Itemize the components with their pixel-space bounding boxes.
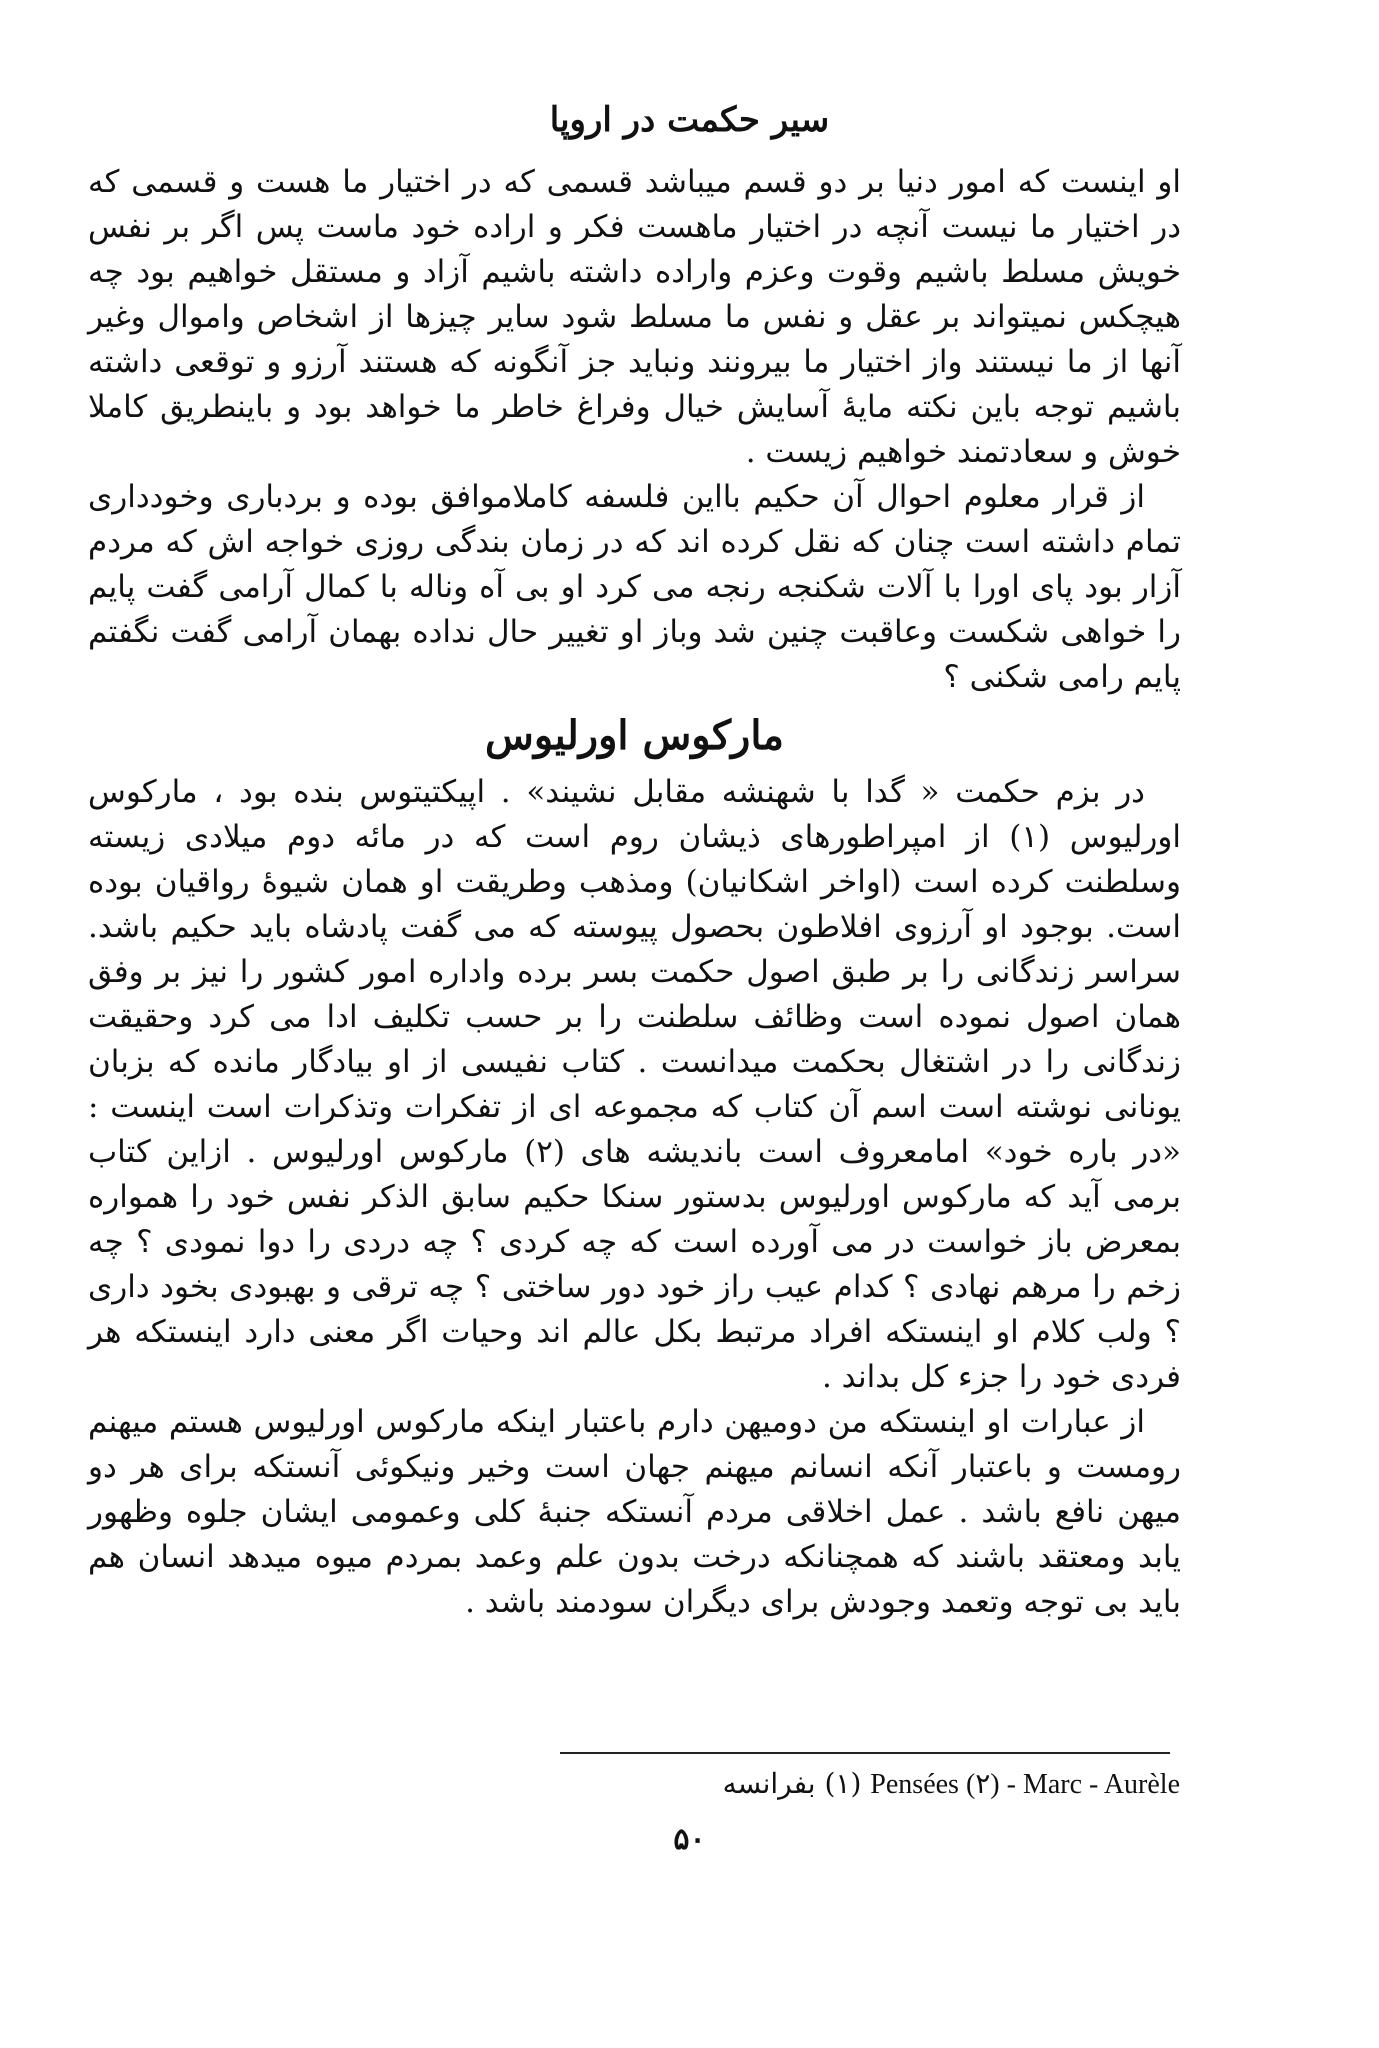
running-title: سیر حکمت در اروپا [549,100,830,140]
paragraph-1: او اینست که امور دنیا بر دو قسم میباشد قسمی که در اختیار ما هست و قسمی که در اختیار ما نیست آنچه در اختیار ماهست فکر و اراده خود ماست پس اگر بر نفس خویش مسلط باشیم وقوت وعزم واراده داشته باشیم آزاد و مستقل خواهیم بود چه هیچکس نمیتواند بر عقل و نفس ما مسلط شود سایر چیزها از اشخاص واموال وغیر آنها از ما نیستند واز اختیار ما بیرونند ونباید جز آنگونه که هستند آرزو و توقعی داشته باشیم توجه باین نکته مایهٔ آسایش خیال وفراغ خاطر ما خواهد بود و باینطریق کاملا خوش و سعادتمند خواهیم زیست . [88,164,1181,470]
footnote [560,1764,1180,1805]
page-number: ۵۰ [673,1822,706,1857]
paragraph-3: در بزم حکمت « گدا با شهنشه مقابل نشیند» . اپیکتیتوس بنده بود ، مارکوس اورلیوس (۱) از امپراطورهای ذیشان روم است که در مائه دوم میلادی زیسته وسلطنت کرده است (اواخر اشکانیان) ومذهب وطریقت او همان شیوهٔ رواقیان بوده است. بوجود او آرزوی افلاطون بحصول پیوسته که می گفت پادشاه باید حکیم باشد. سراسر زندگانی را بر طبق اصول حکمت بسر برده واداره امور کشور را نیز بر وفق همان اصول نموده است وظائف سلطنت را بر حسب تکلیف ادا می کرد وحقیقت زندگانی را در اشتغال بحکمت میدانست . کتاب نفیسی از او بیادگار مانده که بزبان یونانی نوشته است اسم آن کتاب که مجموعه ای از تفکرات وتذکرات است اینست : «در باره خود» امامعروف است باندیشه های (۲) مارکوس اورلیوس . ازاین کتاب برمی آید که مارکوس اورلیوس بدستور سنکا حکیم سابق الذکر نفس خود را همواره بمعرض باز خواست در می آورده است که چه کردی ؟ چه دردی را دوا نمودی ؟ چه زخم را مرهم نهادی ؟ کدام عیب راز خود دور ساختی ؟ چه ترقی و بهبودی بخود داری ؟ ولب کلام او اینستکه افراد مرتبط بکل عالم اند وحیات اگر معنی دارد اینستکه هر فردی خود را جزء کل بداند . [88,774,1181,1395]
footnote-farsi: (۱) بفرانسه [722,1767,862,1800]
footnote-latin: Pensées (۲) - Marc - Aurèle [870,1769,1180,1800]
paragraph-2: از قرار معلوم احوال آن حکیم بااین فلسفه کاملاموافق بوده و بردباری وخودداری تمام داشته است چنان که نقل کرده اند که در زمان بندگی روزی خواجه اش که مردم آزار بود پای اورا با آلات شکنجه رنجه می کرد او بی آه وناله با کمال آرامی گفت پایم را خواهی شکست وعاقبت چنین شد وباز او تغییر حال نداده بهمان آرامی گفت نگفتم پایم رامی شکنی ؟ [88,479,1181,695]
footnote-divider [560,1752,1170,1754]
paragraph-4: از عبارات او اینستکه من دومیهن دارم باعتبار اینکه مارکوس اورلیوس هستم میهنم رومست و باعتبار آنکه انسانم میهنم جهان است وخیر ونیکوئی آنستکه برای هر دو میهن نافع باشد . عمل اخلاقی مردم آنستکه جنبهٔ کلی وعمومی ایشان جلوه وظهور یابد ومعتقد باشند که همچنانکه درخت بدون علم وعمد بمردم میوه میدهد انسان هم باید بی توجه وتعمد وجودش برای دیگران سودمند باشد . [88,1404,1181,1620]
body-text [88,160,1181,1625]
section-heading: مارکوس اورلیوس [485,712,784,759]
